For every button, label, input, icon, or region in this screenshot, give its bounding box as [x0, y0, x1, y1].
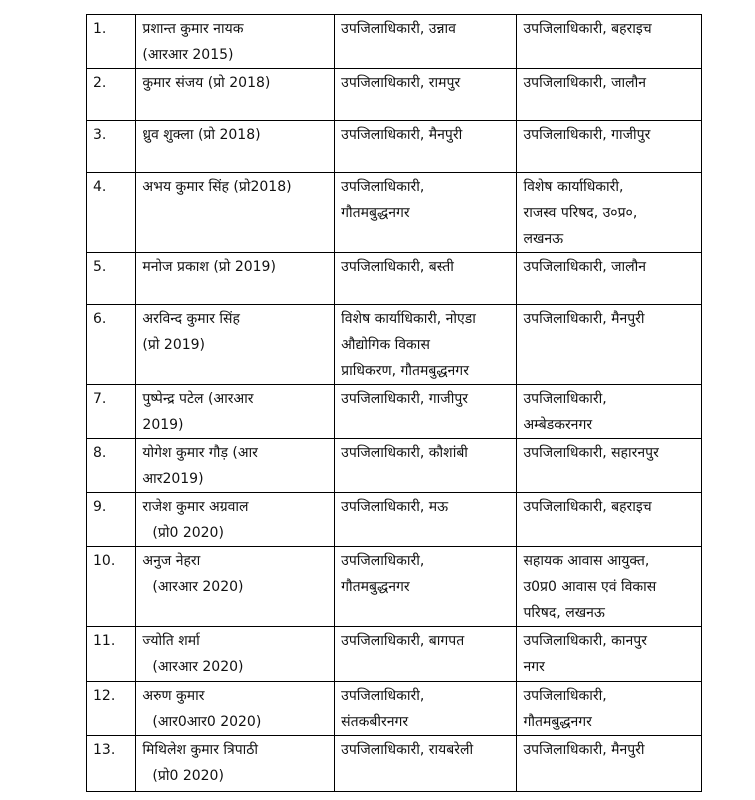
new-posting-line: उपजिलाधिकारी, जालौन [523, 259, 646, 275]
new-posting-line: उपजिलाधिकारी, [523, 688, 607, 704]
current-posting-cell [335, 69, 517, 121]
officer-name-cell [136, 15, 335, 69]
officer-name-line: अरुण कुमार [142, 688, 205, 704]
officer-name-line: प्रशान्त कुमार नायक [142, 21, 244, 37]
current-posting-line: औद्योगिक विकास [341, 337, 430, 353]
serial-number-cell [87, 736, 136, 792]
officer-name-line: अनुज नेहरा [142, 553, 201, 569]
current-posting-line: संतकबीरनगर [341, 714, 409, 730]
current-posting-cell [335, 253, 517, 305]
serial-number: 12. [93, 688, 116, 704]
serial-number-cell [87, 439, 136, 493]
current-posting-line: उपजिलाधिकारी, गाजीपुर [341, 391, 468, 407]
new-posting-line: उपजिलाधिकारी, बहराइच [523, 499, 652, 515]
officer-name-line: कुमार संजय (प्रो 2018) [142, 75, 271, 91]
table-row [87, 121, 702, 173]
new-posting-line: गौतमबुद्धनगर [523, 714, 592, 730]
current-posting-cell [335, 439, 517, 493]
officer-name-line: अभय कुमार सिंह (प्रो2018) [142, 179, 292, 195]
serial-number: 5. [93, 259, 107, 275]
current-posting-cell [335, 385, 517, 439]
current-posting-cell [335, 121, 517, 173]
officer-name-cell [136, 69, 335, 121]
current-posting-cell [335, 547, 517, 627]
current-posting-line: उपजिलाधिकारी, बस्ती [341, 259, 454, 275]
new-posting-line: विशेष कार्याधिकारी, [523, 179, 624, 195]
serial-number-cell [87, 305, 136, 385]
officer-name-line: (आर0आर0 2020) [152, 714, 262, 730]
current-posting-line: गौतमबुद्धनगर [341, 579, 410, 595]
officer-name-line: ध्रुव शुक्ला (प्रो 2018) [142, 127, 261, 143]
officer-name-cell [136, 627, 335, 682]
officer-name-line: मिथिलेश कुमार त्रिपाठी [142, 742, 259, 758]
current-posting-line: उपजिलाधिकारी, [341, 179, 425, 195]
new-posting-cell [517, 173, 702, 253]
officer-name-line: ज्योति शर्मा [142, 633, 200, 649]
table-row [87, 493, 702, 547]
officer-name-cell [136, 736, 335, 792]
officer-name-line: आर2019) [142, 471, 204, 487]
current-posting-cell [335, 736, 517, 792]
officer-name-line: (आरआर 2015) [142, 47, 234, 63]
serial-number-cell [87, 385, 136, 439]
new-posting-line: राजस्व परिषद, उ०प्र०, [523, 205, 638, 221]
new-posting-line: परिषद, लखनऊ [523, 605, 605, 621]
new-posting-line: उपजिलाधिकारी, जालौन [523, 75, 646, 91]
table-row [87, 69, 702, 121]
serial-number: 8. [93, 445, 107, 461]
serial-number: 13. [93, 742, 116, 758]
new-posting-line: उपजिलाधिकारी, सहारनपुर [523, 445, 659, 461]
officer-name-cell [136, 305, 335, 385]
officer-name-line: मनोज प्रकाश (प्रो 2019) [142, 259, 276, 275]
officer-name-line: (आरआर 2020) [152, 579, 244, 595]
serial-number-cell [87, 69, 136, 121]
current-posting-line: उपजिलाधिकारी, मऊ [341, 499, 449, 515]
new-posting-line: उपजिलाधिकारी, मैनपुरी [523, 311, 645, 327]
officer-name-cell [136, 547, 335, 627]
officer-name-cell [136, 121, 335, 173]
new-posting-line: उपजिलाधिकारी, गाजीपुर [523, 127, 651, 143]
officer-name-line: (प्रो0 2020) [152, 525, 224, 541]
current-posting-line: विशेष कार्याधिकारी, नोएडा [341, 311, 476, 327]
new-posting-line: उपजिलाधिकारी, मैनपुरी [523, 742, 645, 758]
current-posting-cell [335, 173, 517, 253]
serial-number-cell [87, 173, 136, 253]
new-posting-cell [517, 253, 702, 305]
current-posting-line: उपजिलाधिकारी, रायबरेली [341, 742, 474, 758]
officer-name-line: 2019) [142, 417, 184, 433]
new-posting-cell [517, 547, 702, 627]
new-posting-line: लखनऊ [523, 231, 564, 247]
serial-number-cell [87, 682, 136, 736]
serial-number: 1. [93, 21, 107, 37]
serial-number-cell [87, 121, 136, 173]
officer-name-line: (प्रो 2019) [142, 337, 206, 353]
serial-number-cell [87, 253, 136, 305]
serial-number: 11. [93, 633, 116, 649]
current-posting-line: उपजिलाधिकारी, मैनपुरी [341, 127, 463, 143]
serial-number: 9. [93, 499, 107, 515]
current-posting-line: उपजिलाधिकारी, उन्नाव [341, 21, 456, 37]
new-posting-cell [517, 385, 702, 439]
new-posting-cell [517, 627, 702, 682]
current-posting-cell [335, 682, 517, 736]
transfer-table [86, 14, 702, 792]
current-posting-line: उपजिलाधिकारी, [341, 688, 425, 704]
officer-name-cell [136, 173, 335, 253]
new-posting-cell [517, 69, 702, 121]
current-posting-line: उपजिलाधिकारी, रामपुर [341, 75, 461, 91]
serial-number-cell [87, 547, 136, 627]
current-posting-line: उपजिलाधिकारी, बागपत [341, 633, 465, 649]
new-posting-cell [517, 15, 702, 69]
new-posting-cell [517, 305, 702, 385]
serial-number: 2. [93, 75, 107, 91]
new-posting-cell [517, 493, 702, 547]
new-posting-line: उ0प्र0 आवास एवं विकास [523, 579, 657, 595]
officer-name-cell [136, 493, 335, 547]
table-row [87, 627, 702, 682]
new-posting-line: उपजिलाधिकारी, [523, 391, 607, 407]
table-row [87, 736, 702, 792]
table-row [87, 15, 702, 69]
new-posting-line: उपजिलाधिकारी, कानपुर [523, 633, 647, 649]
table-row [87, 385, 702, 439]
current-posting-cell [335, 627, 517, 682]
new-posting-cell [517, 682, 702, 736]
table-row [87, 682, 702, 736]
current-posting-line: गौतमबुद्धनगर [341, 205, 410, 221]
serial-number: 6. [93, 311, 107, 327]
current-posting-line: उपजिलाधिकारी, कौशांबी [341, 445, 468, 461]
serial-number-cell [87, 627, 136, 682]
serial-number-cell [87, 15, 136, 69]
current-posting-cell [335, 15, 517, 69]
current-posting-line: उपजिलाधिकारी, [341, 553, 425, 569]
table-row [87, 253, 702, 305]
officer-name-line: पुष्पेन्द्र पटेल (आरआर [142, 391, 254, 407]
serial-number: 10. [93, 553, 116, 569]
table-body [87, 15, 702, 792]
officer-name-cell [136, 385, 335, 439]
table-row [87, 439, 702, 493]
officer-name-line: (प्रो0 2020) [152, 768, 224, 784]
officer-name-cell [136, 439, 335, 493]
officer-name-line: अरविन्द कुमार सिंह [142, 311, 240, 327]
table-row [87, 305, 702, 385]
current-posting-line: प्राधिकरण, गौतमबुद्धनगर [341, 363, 469, 379]
current-posting-cell [335, 305, 517, 385]
serial-number: 3. [93, 127, 107, 143]
current-posting-cell [335, 493, 517, 547]
new-posting-line: सहायक आवास आयुक्त, [523, 553, 650, 569]
serial-number-cell [87, 493, 136, 547]
new-posting-cell [517, 121, 702, 173]
new-posting-line: उपजिलाधिकारी, बहराइच [523, 21, 652, 37]
officer-name-cell [136, 253, 335, 305]
new-posting-line: अम्बेडकरनगर [523, 417, 593, 433]
officer-name-cell [136, 682, 335, 736]
new-posting-cell [517, 439, 702, 493]
table-row [87, 547, 702, 627]
officer-name-line: राजेश कुमार अग्रवाल [142, 499, 249, 515]
new-posting-cell [517, 736, 702, 792]
officer-name-line: योगेश कुमार गौड़ (आर [142, 445, 258, 461]
new-posting-line: नगर [523, 659, 545, 675]
serial-number: 4. [93, 179, 107, 195]
officer-name-line: (आरआर 2020) [152, 659, 244, 675]
serial-number: 7. [93, 391, 107, 407]
table-row [87, 173, 702, 253]
